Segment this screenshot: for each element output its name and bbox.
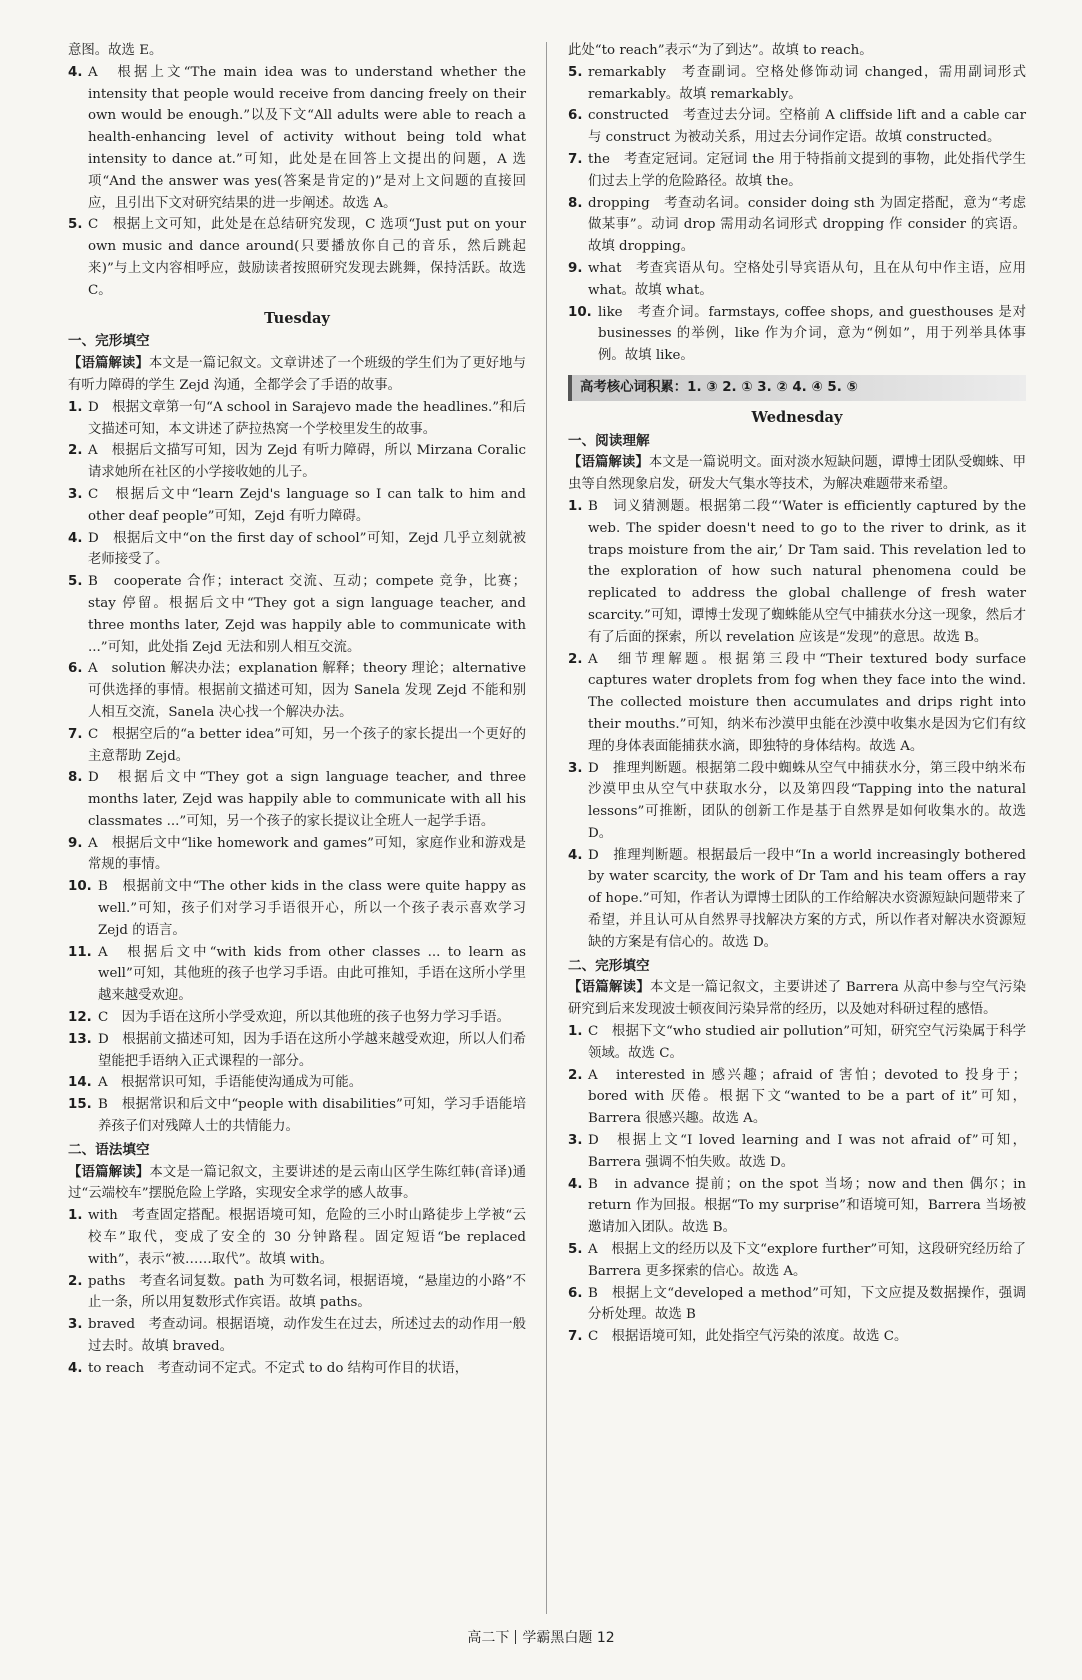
item-explanation: what 考查宾语从句。空格处引导宾语从句，且在从句中作主语，应用 what。故填 what。: [588, 260, 1026, 298]
item-number: 3.: [568, 1133, 583, 1149]
item-number: 2.: [68, 1273, 83, 1289]
item-number: 7.: [568, 1329, 583, 1345]
item-number: 10.: [568, 304, 592, 320]
item-explanation: C 根据下文“who studied air pollution”可知，研究空气污染属于科学领域。故选 C。: [588, 1024, 1026, 1061]
answer-item: [568, 1239, 1026, 1283]
item-number: 4.: [568, 847, 583, 863]
item-explanation: with 考查固定搭配。根据语境可知，危险的三小时山路徒步上学被“云校车”取代，变成了安全的 30 分钟路程。固定短语“be replaced with”，表示“被……取代”。故填 with。: [88, 1208, 526, 1267]
item-number: 4.: [68, 1360, 83, 1376]
day-heading: Wednesday: [751, 408, 843, 426]
answer-item: [568, 62, 1026, 106]
passage-summary: [568, 977, 1026, 1021]
answer-item: [68, 1072, 526, 1094]
answer-item: [68, 876, 526, 941]
section-heading: 二、完形填空: [568, 957, 650, 974]
answer-item: [68, 724, 526, 768]
answer-item: [68, 658, 526, 723]
item-explanation: dropping 考查动名词。consider doing sth 为固定搭配，意为“考虑做某事”。动词 drop 需用动名词形式 dropping 作 consider 的宾语。故填 dropping。: [588, 195, 1026, 255]
item-number: 9.: [68, 835, 83, 851]
column-divider: [546, 42, 547, 1614]
item-explanation: D 根据前文描述可知，因为手语在这所小学越来越受欢迎，所以人们希望能把手语纳入正式课程的一部分。: [98, 1031, 526, 1069]
item-number: 13.: [68, 1031, 92, 1047]
item-number: 10.: [68, 879, 92, 895]
answer-item: [68, 942, 526, 1007]
section-heading: 二、语法填空: [68, 1141, 150, 1158]
answer-item: [568, 258, 1026, 302]
item-explanation: A 细节理解题。根据第三段中“Their textured body surface captures water droplets from fog when they face into the wind. The collected moisture then accumulates and drips right into their mouths.”可知，纳米布沙漠甲虫能在沙漠中收集水是因为它们有纹理的身体表面能捕获水滴，即独特的身体结构。故选 A。: [588, 651, 1026, 754]
item-number: 15.: [68, 1097, 92, 1113]
item-number: 3.: [68, 1317, 83, 1333]
item-explanation: D 根据后文中“They got a sign language teacher, and three months later, Zejd was happily able to communicate with all his classmates ...”可知，另一个孩子的家长提议让全班人一起学手语。: [88, 770, 526, 829]
answer-item: [568, 1326, 1026, 1348]
summary-tag: 【语篇解读】: [68, 356, 149, 372]
item-explanation: A 根据后文描写可知，因为 Zejd 有听力障碍，所以 Mirzana Coralic 请求她所在社区的小学接收她的儿子。: [88, 443, 526, 481]
item-number: 4.: [68, 64, 83, 80]
item-number: 7.: [68, 726, 83, 742]
answer-item: [68, 214, 526, 301]
item-number: 7.: [568, 151, 583, 167]
summary-text: 本文是一篇说明文。面对淡水短缺问题，谭博士团队受蜘蛛、甲虫等自然现象启发，研发大气集水等技术，为解决难题带来希望。: [568, 455, 1027, 493]
summary-tag: 【语篇解读】: [568, 455, 649, 471]
item-number: 6.: [68, 661, 83, 677]
summary-text: 本文是一篇记叙文。文章讲述了一个班级的学生们为了更好地与有听力障碍的学生 Zejd 沟通，全都学会了手语的故事。: [68, 356, 527, 393]
item-explanation: B 根据上文“developed a method”可知，下文应提及数据操作，强调分析处理。故选 B: [588, 1285, 1026, 1323]
item-explanation: A solution 解决办法；explanation 解释；theory 理论；alternative 可供选择的事情。根据前文描述可知，因为 Sanela 发现 Zejd 不能和别人相互交流，Sanela 决心找一个解决办法。: [88, 661, 526, 720]
item-number: 9.: [568, 260, 583, 276]
item-explanation: B 词义猜测题。根据第二段“‘Water is efficiently captured by the web. The spider doesn't need to go to the river to drink, as it traps moisture from the air,’ Dr Tam said. This revelation led to the exploration of how such natural phenomena could be replicated to address the global challenge of fresh water scarcity.”可知，谭博士发现了蜘蛛能从空气中捕获水分这一现象，然后才有了后面的探索，所以 revelation 应该是“发现”的意思。故选 B。: [588, 498, 1026, 645]
answer-item: [568, 149, 1026, 193]
item-explanation: A 根据上文“The main idea was to understand whether the intensity that people would receive from dancing freely on their own would be enough.”以及下文“All adults were able to reach a health-enhancing level of activity without being told what intensity to dance at.”可知，此处是在回答上文提出的问题，A 选项“And the answer was yes(答案是肯定的)”是对上文问题的直接回应，且引出下文对研究结果的进一步阐述。故选 A。: [88, 64, 526, 211]
item-explanation: C 根据空后的“a better idea”可知，另一个孩子的家长提出一个更好的主意帮助 Zejd。: [88, 726, 526, 764]
item-explanation: C 根据上文可知，此处是在总结研究发现，C 选项“Just put on your own music and dance around(只要播放你自己的音乐，然后跳起来)”与上文内容相呼应，鼓励读者按照研究发现去跳舞，保持活跃。故选 C。: [88, 217, 526, 298]
item-explanation: remarkably 考查副词。空格处修饰动词 changed，需用副词形式 remarkably。故填 remarkably。: [588, 64, 1026, 102]
item-number: 1.: [68, 399, 83, 415]
page-footer: [0, 1628, 1082, 1650]
item-number: 4.: [68, 530, 83, 546]
item-explanation: B 根据常识和后文中“people with disabilities”可知，学习手语能培养孩子们对残障人士的共情能力。: [98, 1097, 526, 1135]
passage-summary: [568, 452, 1026, 496]
footer-grade: 高二下: [467, 1630, 510, 1646]
answer-item: [568, 1283, 1026, 1327]
item-number: 5.: [568, 64, 583, 80]
item-explanation: B in advance 提前；on the spot 当场；now and then 偶尔；in return 作为回报。根据“To my surprise”和语境可知，Barrera 当场被邀请加入团队。故选 B。: [588, 1176, 1026, 1236]
item-number: 6.: [568, 1285, 583, 1301]
item-number: 8.: [568, 195, 583, 211]
answer-item: [568, 1065, 1026, 1130]
item-number: 5.: [568, 1242, 583, 1258]
item-explanation: the 考查定冠词。定冠词 the 用于特指前文提到的事物，此处指代学生们过去上学的危险路径。故填 the。: [588, 151, 1026, 189]
item-number: 5.: [68, 217, 83, 233]
section-heading: 一、阅读理解: [568, 432, 650, 449]
item-explanation: B 根据前文中“The other kids in the class were quite happy as well.”可知，孩子们对学习手语很开心，所以一个孩子表示喜欢学习 Zejd 的语言。: [98, 879, 526, 938]
answer-item: [68, 1029, 526, 1073]
item-number: 2.: [568, 1067, 583, 1083]
summary-tag: 【语篇解读】: [568, 980, 650, 996]
answer-item: [68, 1007, 526, 1029]
answer-item: [568, 1174, 1026, 1239]
answer-item: [568, 496, 1026, 649]
item-explanation: D 根据上文“I loved learning and I was not afraid of”可知，Barrera 强调不怕失败。故选 D。: [588, 1133, 1026, 1170]
left-column: [68, 40, 526, 1380]
answer-item: [568, 1130, 1026, 1174]
item-number: 8.: [68, 770, 83, 786]
summary-tag: 【语篇解读】: [68, 1164, 150, 1180]
item-explanation: braved 考查动词。根据语境，动作发生在过去，所述过去的动作用一般过去时。故填 braved。: [88, 1317, 526, 1355]
item-number: 11.: [68, 944, 92, 960]
item-explanation: C 因为手语在这所小学受欢迎，所以其他班的孩子也努力学习手语。: [98, 1010, 510, 1026]
answer-item: [568, 193, 1026, 258]
item-number: 3.: [68, 486, 83, 502]
item-explanation: B cooperate 合作；interact 交流、互动；compete 竞争，比赛；stay 停留。根据后文中“They got a sign language teacher, and three months later, Zejd was happily able to communicate with ...”可知，此处指 Zejd 无法和别人相互交流。: [88, 574, 526, 655]
passage-summary: [68, 1162, 526, 1206]
item-explanation: like 考查介词。farmstays, coffee shops, and guesthouses 是对 businesses 的举例，like 作为介词，意为“例如”，用于列举具体事例。故填 like。: [598, 304, 1026, 364]
answer-item: [68, 1271, 526, 1315]
item-explanation: D 根据文章第一句“A school in Sarajevo made the headlines.”和后文描述可知，本文讲述了萨拉热窝一个学校里发生的故事。: [88, 399, 526, 437]
item-explanation: A interested in 感兴趣；afraid of 害怕；devoted to 投身于；bored with 厌倦。根据下文“wanted to be a part of it”可知，Barrera 很感兴趣。故选 A。: [588, 1067, 1026, 1127]
answer-item: [568, 649, 1026, 758]
item-number: 5.: [68, 574, 83, 590]
footer-book-title: 学霸黑白题: [522, 1630, 593, 1646]
item-explanation: paths 考查名词复数。path 为可数名词，根据语境，“悬崖边的小路”不止一条，所以用复数形式作宾语。故填 paths。: [88, 1273, 526, 1311]
answer-item: [568, 845, 1026, 954]
item-explanation: D 推理判断题。根据最后一段中“In a world increasingly bothered by water scarcity, the work of Dr Tam and his team offers a ray of hope.”可知，作者认为谭博士团队的工作给解决水资源短缺问题带来了希望，并且认可从自然界寻找解决方案的方式，所以作者对解决水资源短缺的方案是有信心的。故选 D。: [588, 847, 1026, 950]
answer-item: [568, 758, 1026, 845]
answer-item: [68, 440, 526, 484]
answer-item: [68, 528, 526, 572]
answer-item: [68, 571, 526, 658]
item-number: 1.: [68, 1208, 83, 1224]
vocabulary-label: 高考核心词积累：: [580, 379, 688, 395]
item-explanation: A 根据后文中“like homework and games”可知，家庭作业和游戏是常规的事情。: [88, 835, 526, 873]
item-number: 2.: [68, 443, 83, 459]
answer-item: [68, 833, 526, 877]
item-number: 14.: [68, 1075, 92, 1091]
answer-item: [68, 397, 526, 441]
item-number: 1.: [568, 1024, 583, 1040]
continued-text: 意图。故选 E。: [68, 43, 163, 58]
item-number: 3.: [568, 760, 583, 776]
answer-item: [68, 1358, 526, 1380]
item-explanation: to reach 考查动词不定式。不定式 to do 结构可作目的状语，: [88, 1360, 469, 1376]
answer-item: [68, 1094, 526, 1138]
answer-item: [68, 62, 526, 215]
answer-item: [68, 484, 526, 528]
answer-item: [68, 1205, 526, 1270]
item-explanation: constructed 考查过去分词。空格前 A cliffside lift and a cable car 与 construct 为被动关系，用过去分词作定语。故填 constructed。: [588, 108, 1026, 146]
item-number: 6.: [568, 108, 583, 124]
answer-item: [568, 302, 1026, 367]
item-number: 4.: [568, 1176, 583, 1192]
item-explanation: A 根据后文中“with kids from other classes ... to learn as well”可知，其他班的孩子也学习手语。由此可推知，手语在这所小学里越来越受欢迎。: [98, 944, 526, 1004]
item-number: 12.: [68, 1010, 92, 1026]
section-heading: 一、完形填空: [68, 333, 150, 350]
right-column: [568, 40, 1026, 1348]
item-explanation: C 根据后文中“learn Zejd's language so I can talk to him and other deaf people”可知，Zejd 有听力障碍。: [88, 486, 526, 524]
summary-text: 本文是一篇记叙文，主要讲述的是云南山区学生陈红韩(音译)通过“云端校车”摆脱危险上学路，实现安全求学的感人故事。: [68, 1164, 526, 1202]
item-explanation: A 根据上文的经历以及下文“explore further”可知，这段研究经历给了 Barrera 更多探索的信心。故选 A。: [588, 1242, 1026, 1279]
item-number: 2.: [568, 651, 583, 667]
answer-item: [568, 105, 1026, 149]
item-explanation: C 根据语境可知，此处指空气污染的浓度。故选 C。: [588, 1329, 908, 1345]
answer-item: [568, 1021, 1026, 1065]
item-explanation: A 根据常识可知，手语能使沟通成为可能。: [98, 1075, 363, 1091]
continued-text: 此处“to reach”表示“为了到达”。故填 to reach。: [568, 43, 873, 58]
footer-separator: [515, 1630, 516, 1644]
item-explanation: D 根据后文中“on the first day of school”可知，Zejd 几乎立刻就被老师接受了。: [88, 530, 526, 568]
day-heading: Tuesday: [264, 309, 330, 327]
summary-text: 本文是一篇记叙文，主要讲述了 Barrera 从高中参与空气污染研究到后来发现波士顿夜间污染异常的经历，以及她对科研过程的感悟。: [568, 980, 1027, 1018]
vocabulary-answers: 1. ③ 2. ① 3. ② 4. ④ 5. ⑤: [687, 379, 858, 395]
core-vocabulary-bar: [568, 375, 1026, 401]
item-explanation: D 推理判断题。根据第二段中蜘蛛从空气中捕获水分，第三段中纳米布沙漠甲虫从空气中获取水分，以及第四段“Tapping into the natural lessons”可推断，团队的创新工作是基于自然界是如何收集水的。故选 D。: [588, 760, 1026, 841]
item-number: 1.: [568, 498, 583, 514]
passage-summary: [68, 353, 526, 397]
page-number: 12: [596, 1630, 615, 1646]
answer-item: [68, 767, 526, 832]
answer-item: [68, 1314, 526, 1358]
